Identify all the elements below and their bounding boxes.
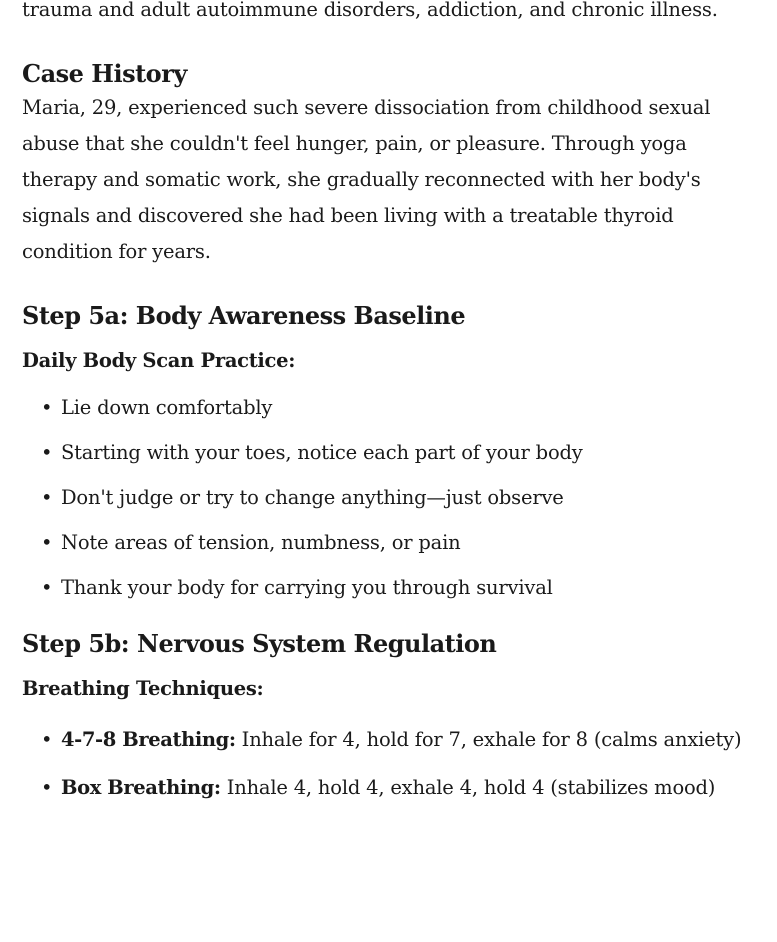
- list-item: • Lie down comfortably: [22, 390, 752, 426]
- bullet-icon: •: [41, 576, 53, 599]
- list-item: [22, 770, 752, 806]
- breathing-list: [22, 722, 752, 806]
- technique-label: Box Breathing:: [61, 776, 221, 799]
- body-scan-list: [22, 390, 752, 606]
- bullet-icon: •: [41, 441, 53, 464]
- body-scan-subheading: Daily Body Scan Practice:: [22, 349, 296, 372]
- intro-paragraph-tail: trauma and adult autoimmune disorders, addiction, and chronic illness.: [22, 0, 718, 21]
- step-5b-heading: Step 5b: Nervous System Regulation: [22, 629, 497, 658]
- article-content: [22, 0, 752, 818]
- bullet-icon: •: [41, 776, 53, 799]
- bullet-icon: •: [41, 486, 53, 509]
- list-item: • Note areas of tension, numbness, or pain: [22, 525, 752, 561]
- step-5a-heading: Step 5a: Body Awareness Baseline: [22, 301, 466, 330]
- list-item: • Don't judge or try to change anything—just observe: [22, 480, 752, 516]
- bullet-icon: •: [41, 531, 53, 554]
- case-history-paragraph: Maria, 29, experienced such severe dissociation from childhood sexual abuse that she couldn't feel hunger, pain, or pleasure. Through yoga therapy and somatic work, she gradually reconnected with her body's signals and discovered she had been living with a treatable thyroid condition for years.: [22, 96, 711, 263]
- list-item: [22, 722, 752, 758]
- technique-description: Inhale 4, hold 4, exhale 4, hold 4 (stabilizes mood): [220, 776, 716, 799]
- breathing-subheading: Breathing Techniques:: [22, 677, 264, 700]
- list-item: • Starting with your toes, notice each part of your body: [22, 435, 752, 471]
- bullet-icon: •: [41, 396, 53, 419]
- technique-label: 4-7-8 Breathing:: [61, 728, 236, 751]
- bullet-icon: •: [41, 728, 53, 751]
- technique-description: Inhale for 4, hold for 7, exhale for 8 (calms anxiety): [235, 728, 742, 751]
- case-history-heading: Case History: [22, 59, 187, 88]
- list-item: • Thank your body for carrying you through survival: [22, 570, 752, 606]
